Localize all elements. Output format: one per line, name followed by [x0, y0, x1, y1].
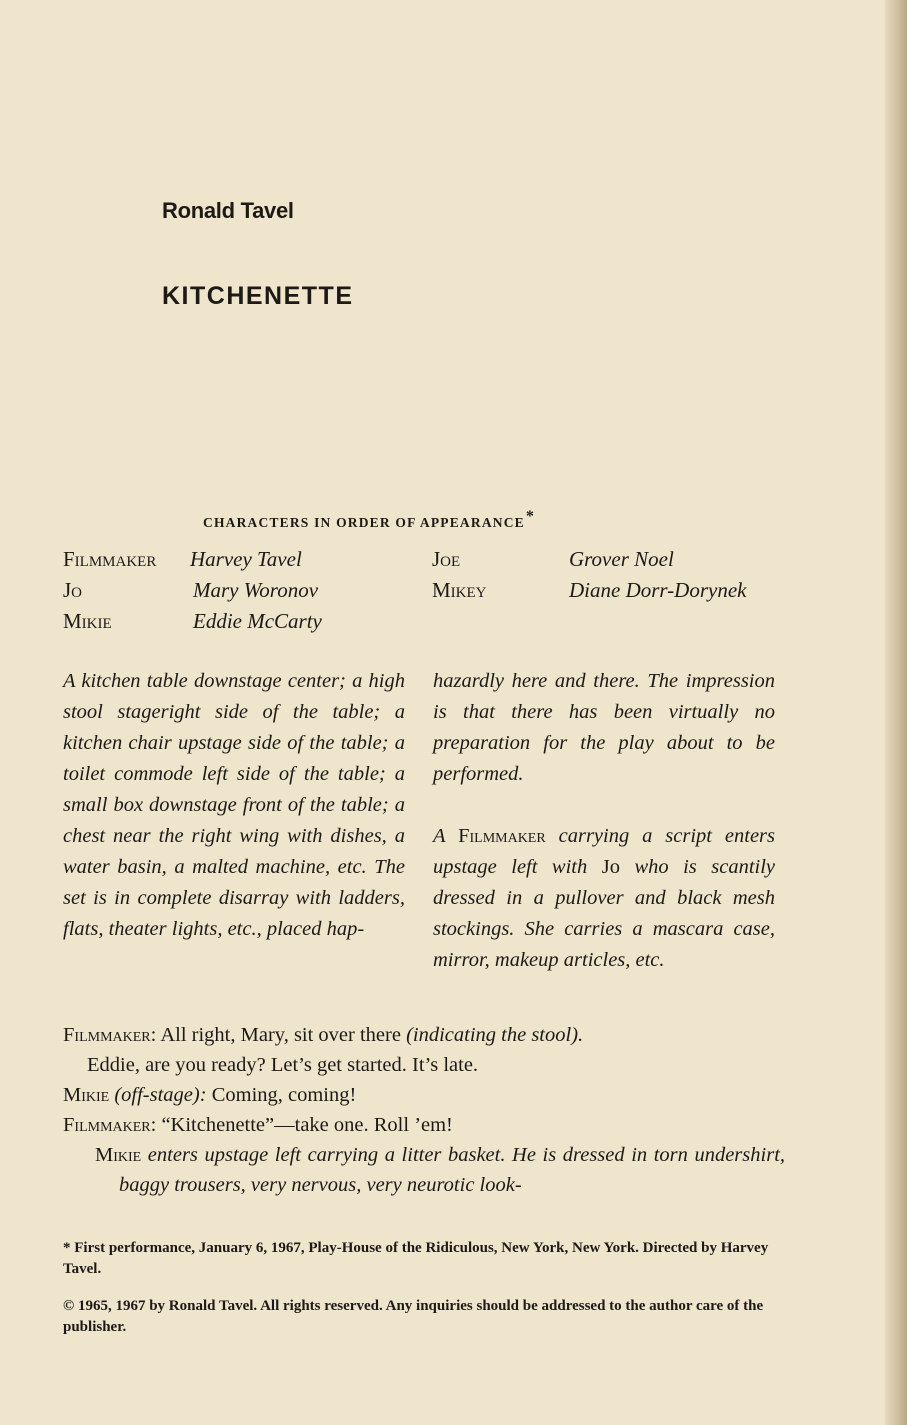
sd-role: Jo [601, 856, 620, 878]
speaker-name: Filmmaker [63, 1114, 151, 1136]
actor-name: Grover Noel [569, 547, 674, 571]
footnote-copyright: © 1965, 1967 by Ronald Tavel. All rights reserved. Any inquiries should be addressed to the author care of the publisher. [63, 1298, 764, 1335]
play-title: KITCHENETTE [162, 282, 354, 310]
cast-heading [203, 508, 535, 531]
role-name: Mikey [432, 578, 487, 602]
cast-row [63, 609, 322, 634]
sd-text: who is scantily dressed in a pullover and black mesh stockings. She carries a mascara case, mirror, makeup articles, etc. [433, 856, 776, 971]
sd-text: enters upstage left carrying a litter basket. He is dressed in torn undershirt, baggy trousers, very nervous, very neurotic look- [119, 1144, 786, 1196]
role-name: Jo [63, 578, 83, 602]
speaker-name: Filmmaker [63, 1024, 151, 1046]
role-name: Joe [432, 547, 461, 571]
line-text: “Kitchenette”—take one. Roll ’em! [161, 1114, 453, 1136]
cast-row [63, 547, 302, 572]
actor-name: Eddie McCarty [193, 609, 322, 633]
role-name: Filmmaker [63, 547, 157, 571]
page-edge [885, 0, 907, 1425]
sd-text: carrying a script enters upstage left with [433, 825, 776, 878]
line-text: All right, Mary, sit over there [160, 1024, 401, 1046]
actor-name: Harvey Tavel [190, 547, 302, 571]
author-name: Ronald Tavel [162, 198, 294, 223]
stage-direction-paragraph [63, 1140, 785, 1200]
stage-directions-left [63, 666, 405, 945]
dialogue-line: Eddie, are you ready? Let’s get started. It’s late. [87, 1054, 479, 1076]
role-name: Mikie [63, 609, 112, 633]
cast-row [432, 547, 674, 572]
dialogue-line: Filmmaker: “Kitchenette”—take one. Roll ’em! [63, 1114, 453, 1136]
dialogue-line [63, 1080, 785, 1110]
sd-role: Filmmaker [458, 825, 546, 847]
cast-row [63, 578, 319, 603]
speaker-name: Mikie [63, 1084, 110, 1106]
line-stage-direction: (off-stage): [114, 1084, 207, 1106]
stage-direction-paragraph [433, 821, 775, 976]
stage-direction-paragraph: hazardly here and there. The impression is that there has been virtually no preparation for the play about to be performed. [433, 670, 775, 785]
dialogue-line: Filmmaker: All right, Mary, sit over there (indicating the stool). [63, 1024, 584, 1046]
footnote-premiere: * First performance, January 6, 1967, Play-House of the Ridiculous, New York, New York. Directed by Harvey Tavel. [63, 1240, 769, 1277]
actor-name: Diane Dorr-Dorynek [569, 578, 747, 602]
line-text: Coming, coming! [211, 1084, 357, 1106]
footnote-mark: * [525, 508, 536, 525]
stage-direction-paragraph: A kitchen table downstage center; a high stool stageright side of the table; a kitchen chair upstage side of the table; a toilet commode left side of the table; a small box downstage front of the table; a chest near the right wing with dishes, a water basin, a malted machine, etc. The set is in complete disarray with ladders, flats, theater lights, etc., placed hap- [63, 670, 405, 940]
stage-directions-right [433, 666, 775, 976]
cast-heading-text: CHARACTERS IN ORDER OF APPEARANCE [203, 515, 525, 530]
cast-row [432, 578, 747, 603]
dialogue [63, 1020, 785, 1200]
actor-name: Mary Woronov [193, 578, 319, 602]
sd-role: Mikie [95, 1144, 142, 1166]
line-stage-direction: (indicating the stool). [406, 1024, 584, 1046]
sd-text: A [433, 825, 446, 847]
